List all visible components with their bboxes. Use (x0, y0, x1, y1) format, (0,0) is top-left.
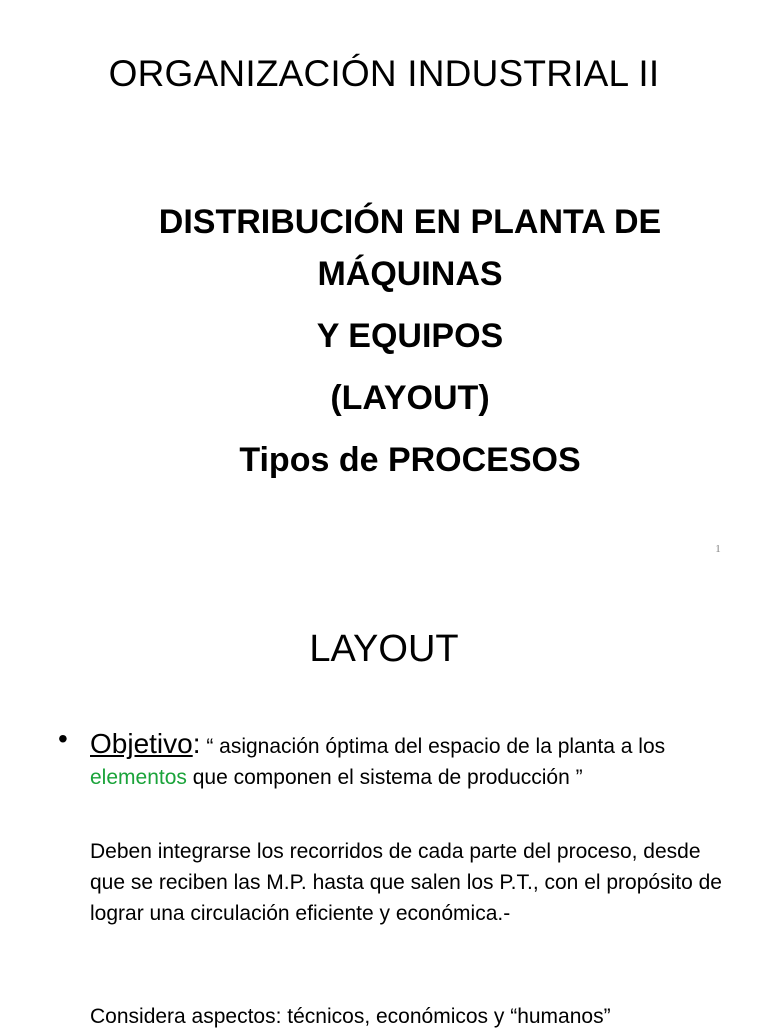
objective-text-before: “ asignación óptima del espacio de la planta a los (200, 735, 666, 758)
subtitle-line-4: (LAYOUT) (330, 379, 490, 417)
slide-layout (0, 576, 768, 1028)
paragraph-aspectos: Considera aspectos: técnicos, económicos y “humanos” (90, 1005, 611, 1028)
objective-label: Objetivo (90, 728, 193, 759)
bullet-icon: • (58, 723, 68, 754)
subtitle-line-2: MÁQUINAS (317, 255, 503, 293)
objective-paragraph (90, 728, 730, 793)
paragraph-recorridos: Deben integrarse los recorridos de cada parte del proceso, desde que se reciben las M.P. hasta que salen los P.T., con el propósito de lograr una circulación eficiente y económica.- (90, 840, 722, 925)
subtitle-line-5: Tipos de PROCESOS (239, 441, 581, 479)
objective-text-after: que componen el sistema de producción ” (186, 766, 583, 789)
course-title: ORGANIZACIÓN INDUSTRIAL II (108, 53, 660, 94)
slide-subtitle (60, 196, 760, 486)
section-title: LAYOUT (309, 628, 459, 670)
page-number: 1 (715, 543, 721, 555)
subtitle-line-3: Y EQUIPOS (316, 317, 504, 355)
subtitle-line-1: DISTRIBUCIÓN EN PLANTA DE (158, 203, 662, 241)
objective-colon: : (192, 728, 201, 759)
objective-highlight: elementos (90, 766, 187, 789)
